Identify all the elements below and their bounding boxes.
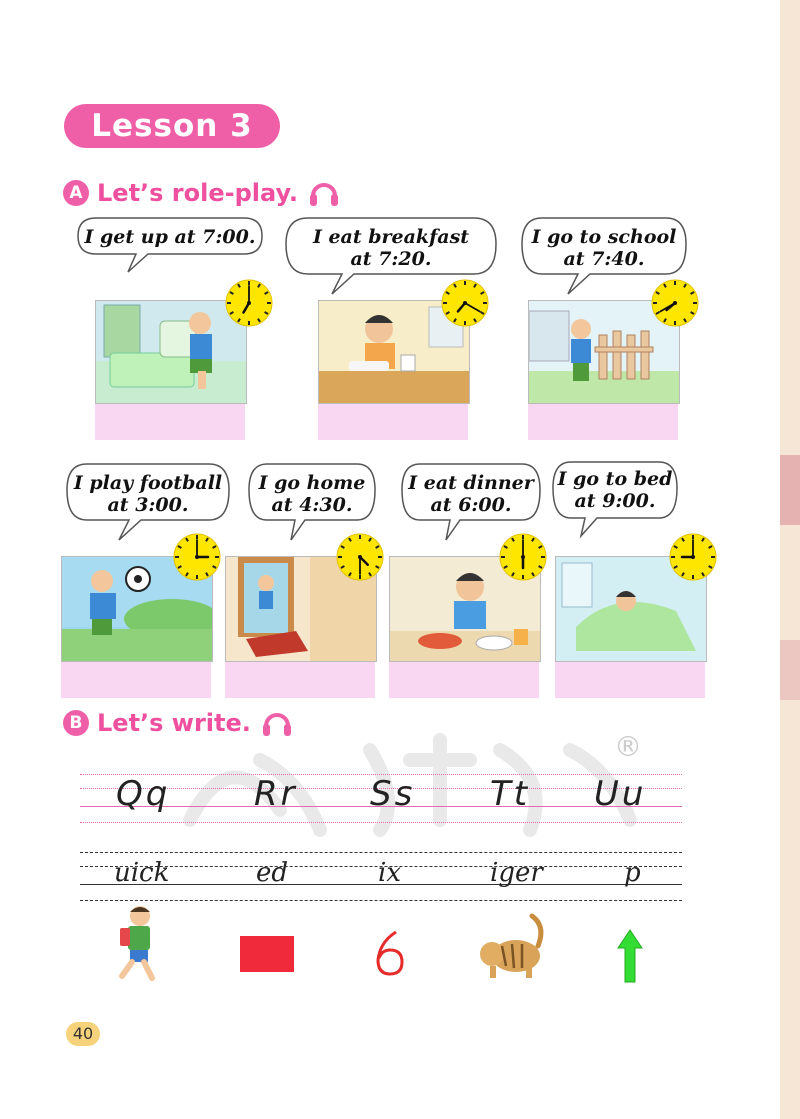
bubble-line: at 7:20.: [350, 248, 432, 270]
section-a-letter: A: [63, 180, 89, 206]
word-fragment: uick: [114, 858, 170, 888]
bubble-line: I eat breakfast: [312, 226, 470, 248]
bubble-line: I get up at 7:00.: [84, 226, 256, 248]
lesson-title: Lesson 3: [64, 104, 280, 148]
clock-icon: [172, 532, 222, 582]
page-number: 40: [66, 1022, 100, 1046]
speech-bubble: [76, 216, 264, 272]
page-edge-tab: [780, 640, 800, 700]
letter-pair: Uu: [594, 774, 647, 814]
page-edge-tab: [780, 455, 800, 525]
letter-pair: Rr: [254, 774, 298, 814]
running-boy-icon: [112, 904, 164, 982]
bubble-line: I go to school: [531, 226, 677, 248]
answer-box[interactable]: [528, 404, 678, 440]
clock-icon: [498, 532, 548, 582]
word-fragment: ix: [378, 858, 401, 888]
answer-box[interactable]: [61, 662, 211, 698]
section-b-title: Let’s write.: [97, 709, 251, 737]
bubble-line: I eat dinner: [408, 472, 534, 494]
red-square-icon: [240, 936, 294, 972]
bubble-line: at 6:00.: [430, 494, 512, 516]
headphones-icon[interactable]: [308, 178, 340, 208]
bubble-line: at 3:00.: [107, 494, 189, 516]
letter-row: [80, 774, 682, 824]
bubble-line: at 9:00.: [574, 490, 656, 512]
speech-bubble: [551, 460, 679, 540]
clock-icon: [668, 532, 718, 582]
bubble-line: at 4:30.: [271, 494, 353, 516]
registered-mark: ®: [614, 730, 642, 763]
bubble-line: I go to bed: [557, 468, 673, 490]
answer-box[interactable]: [225, 662, 375, 698]
word-fragment: iger: [490, 858, 543, 888]
word-fragment: p: [624, 858, 641, 888]
speech-bubble: [65, 462, 231, 542]
page-edge-strip: [780, 0, 800, 1119]
answer-box[interactable]: [389, 662, 539, 698]
tiger-icon: [478, 906, 548, 982]
clock-icon: [224, 278, 274, 328]
answer-box[interactable]: [318, 404, 468, 440]
letter-pair: Qq: [116, 774, 171, 814]
clock-icon: [650, 278, 700, 328]
letter-pair: Tt: [490, 774, 531, 814]
answer-box[interactable]: [555, 662, 705, 698]
clock-icon: [335, 532, 385, 582]
clock-icon: [440, 278, 490, 328]
word-fragment: ed: [256, 858, 289, 888]
section-a-title: Let’s role-play.: [97, 179, 299, 207]
letter-pair: Ss: [370, 774, 416, 814]
bubble-line: I play football: [73, 472, 223, 494]
section-a-header: [63, 178, 340, 208]
section-b-letter: B: [63, 710, 89, 736]
speech-bubble: [400, 462, 542, 542]
answer-box[interactable]: [95, 404, 245, 440]
bubble-line: I go home: [258, 472, 366, 494]
up-arrow-icon: [616, 928, 644, 984]
speech-bubble: [247, 462, 377, 542]
bubble-line: at 7:40.: [563, 248, 645, 270]
number-six-icon: [372, 928, 406, 978]
